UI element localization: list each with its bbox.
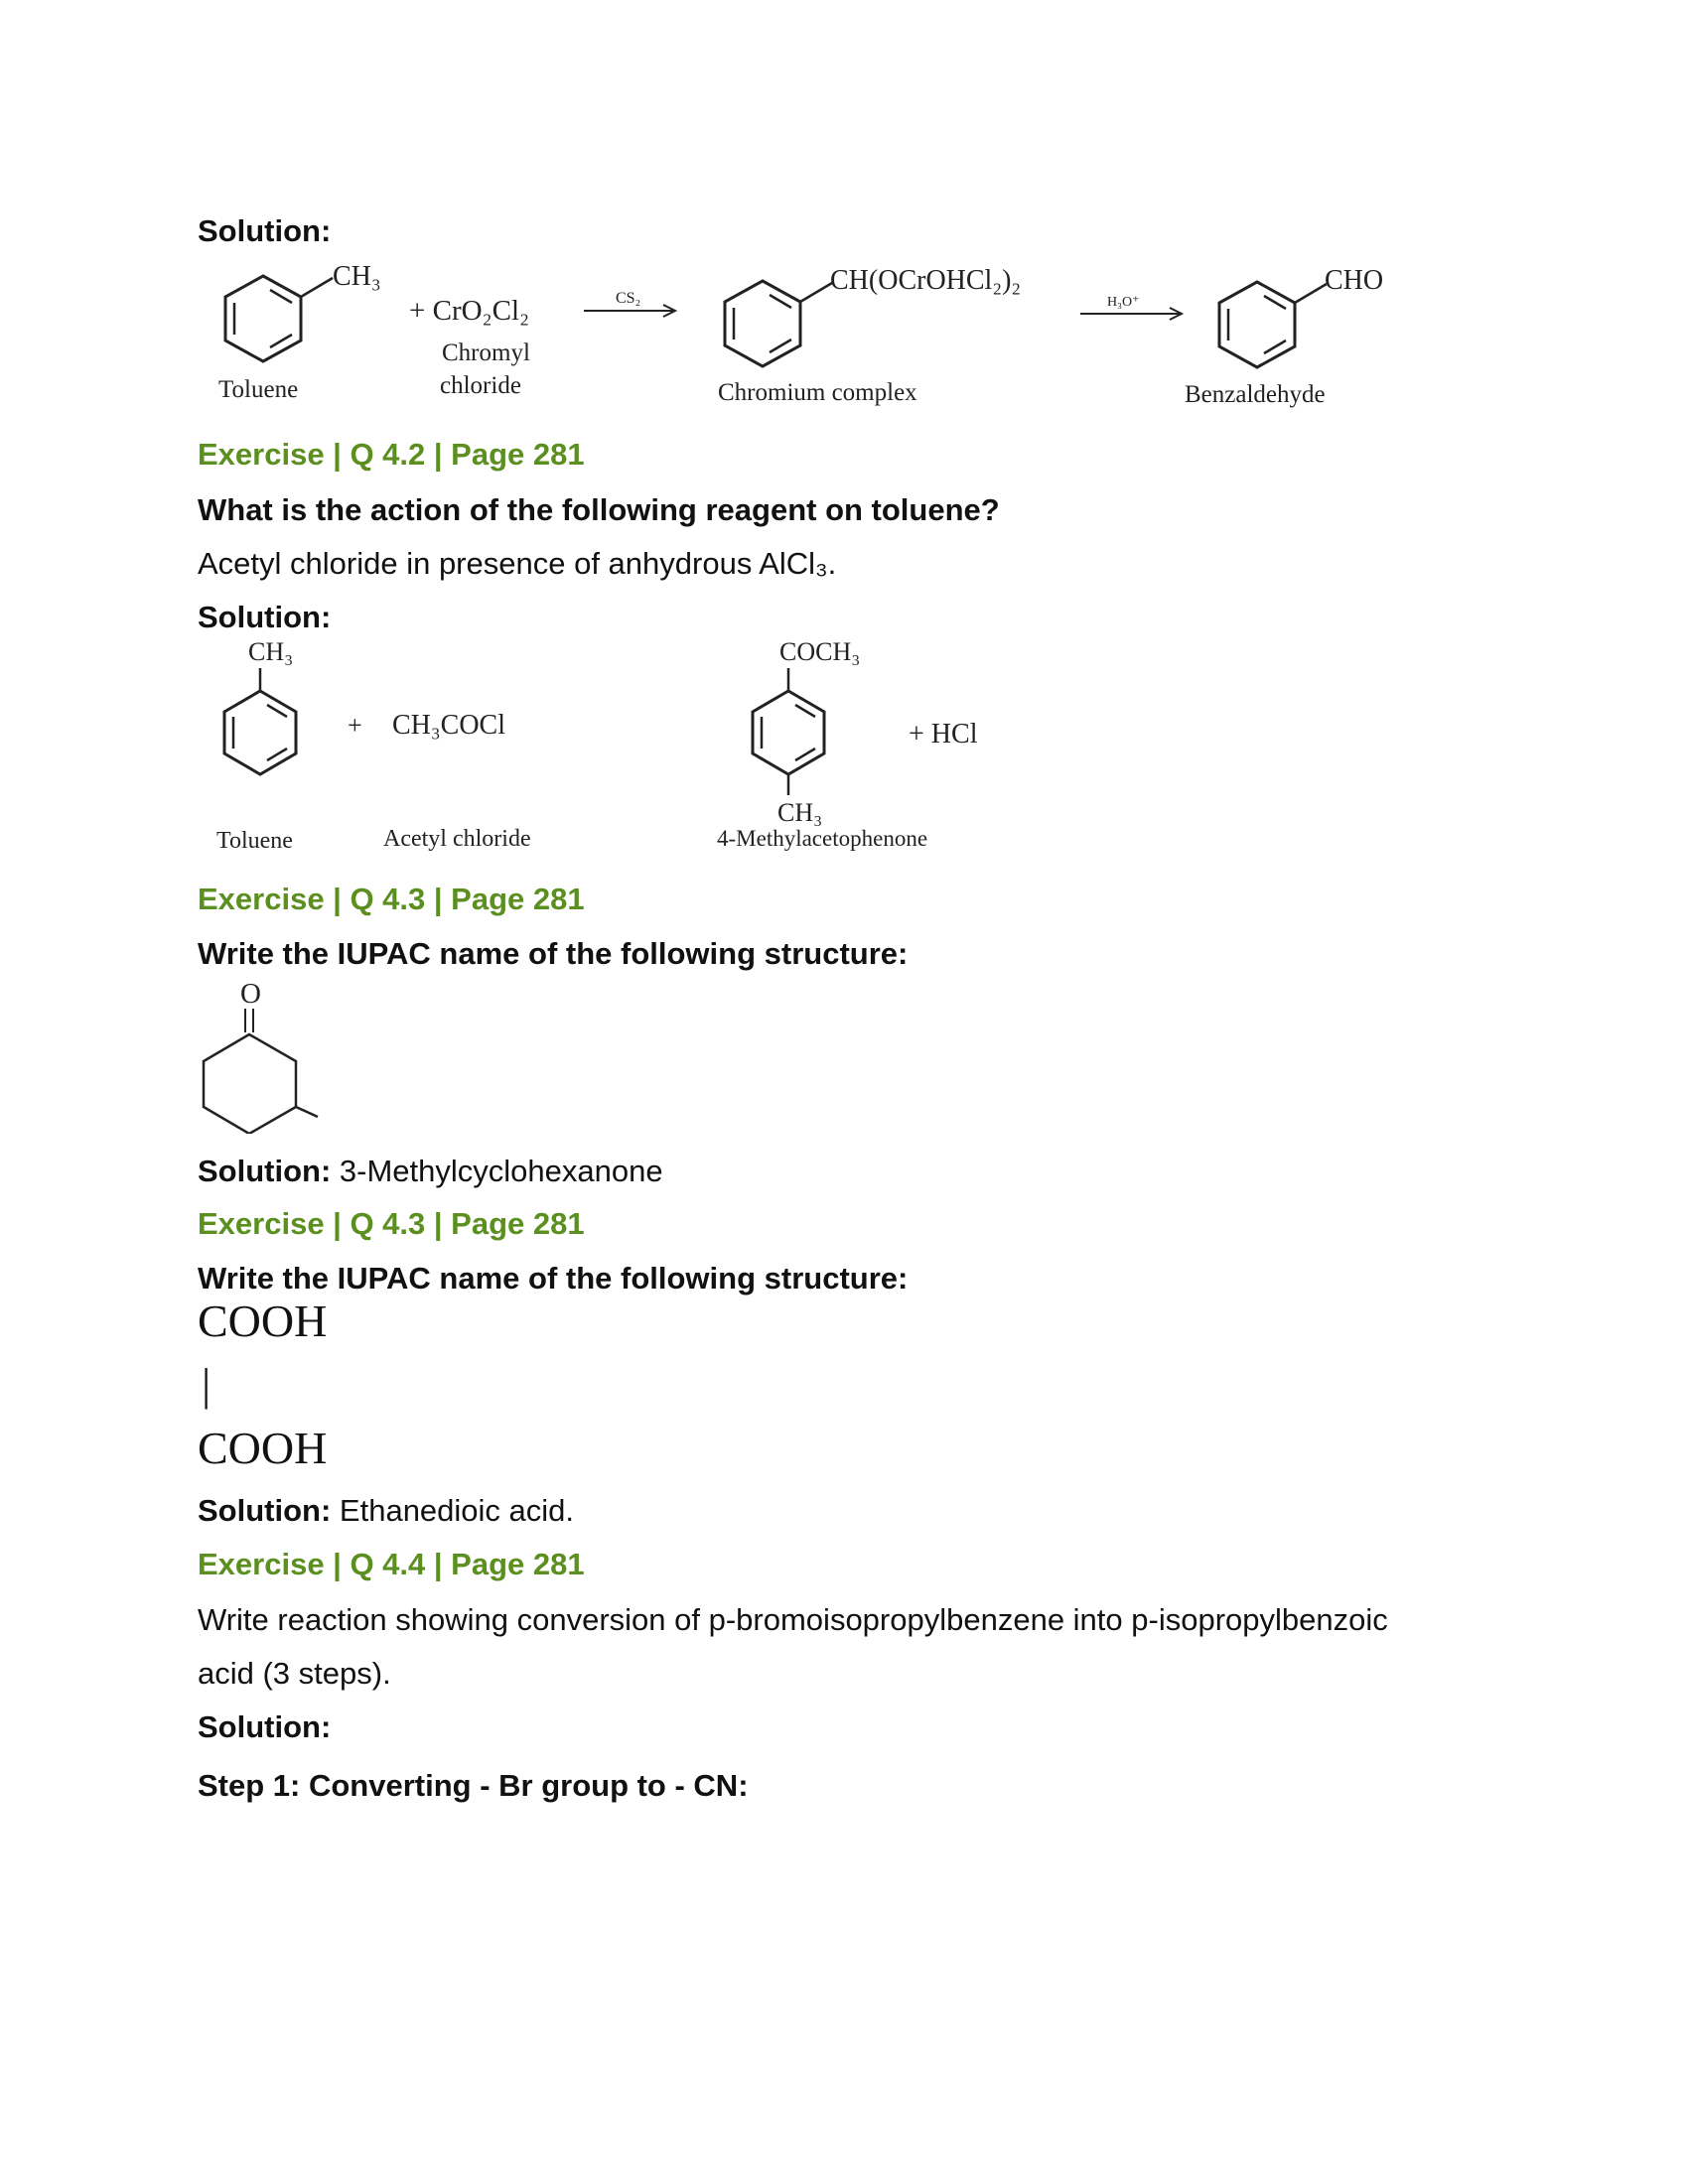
- toluene-label: Toluene: [218, 376, 299, 403]
- methylcyclohexanone-structure: [194, 975, 343, 1134]
- coch3-label: COCH₃: [779, 637, 861, 666]
- toluene-label: Toluene: [216, 828, 293, 854]
- solution-label: Solution:: [198, 213, 332, 248]
- hcl-label: + HCl: [909, 719, 978, 750]
- reagent-formula: CH₃COCl: [392, 710, 506, 741]
- exercise-heading-q42: Exercise | Q 4.2 | Page 281: [198, 437, 585, 472]
- toluene-ring: [225, 276, 333, 361]
- reagent-name-line1: Chromyl: [442, 340, 530, 366]
- question-q43b: Write the IUPAC name of the following structure:: [198, 1261, 909, 1296]
- benzaldehyde-ring: [1219, 282, 1327, 367]
- arrow1-label: CS₂: [616, 290, 641, 307]
- cooh-bottom: COOH: [198, 1423, 328, 1473]
- cooh-top: COOH: [198, 1296, 328, 1346]
- product-label: Benzaldehyde: [1185, 381, 1326, 408]
- complex-label: Chromium complex: [718, 379, 917, 406]
- solution-label: Solution:: [198, 1709, 332, 1744]
- question-q44-line2: acid (3 steps).: [198, 1656, 391, 1691]
- ch3-bottom-label: CH₃: [777, 798, 823, 827]
- complex-ring: [725, 281, 832, 366]
- solution-label: Solution:: [198, 1493, 332, 1528]
- solution-q43b: [198, 1491, 574, 1531]
- etard-reaction-diagram: [189, 248, 1440, 417]
- ch3-top-label: CH₃: [248, 637, 294, 666]
- question-q42: What is the action of the following reagent on toluene?: [198, 492, 1000, 527]
- step1-heading: Step 1: Converting - Br group to - CN:: [198, 1768, 749, 1803]
- solution-answer: Ethanedioic acid.: [339, 1493, 575, 1528]
- arrow2-label: H₃O⁺: [1107, 295, 1140, 310]
- toluene-ring: [224, 668, 296, 774]
- reagent-label: Acetyl chloride: [383, 826, 531, 852]
- oxygen-label: O: [240, 978, 261, 1010]
- plus-sign: +: [348, 711, 362, 740]
- exercise-heading-q44: Exercise | Q 4.4 | Page 281: [198, 1547, 585, 1581]
- complex-formula: CH(OCrOHCl₂)₂: [830, 265, 1022, 296]
- cyclohexanone-ring: [204, 1009, 318, 1134]
- reagent-formula: + CrO₂Cl₂: [409, 295, 530, 327]
- question-q44-line1: Write reaction showing conversion of p-bromoisopropylbenzene into p-isopropylbenzoic: [198, 1602, 1388, 1637]
- reagent-name-line2: chloride: [440, 372, 521, 399]
- question-text-q42: Acetyl chloride in presence of anhydrous AlCl₃.: [198, 546, 837, 581]
- solution-label: Solution:: [198, 600, 332, 634]
- cho-label: CHO: [1325, 265, 1384, 296]
- solution-label: Solution:: [198, 1154, 332, 1188]
- acylation-reaction-diagram: [199, 633, 1013, 862]
- product-label: 4-Methylacetophenone: [717, 826, 928, 851]
- exercise-heading-q43b: Exercise | Q 4.3 | Page 281: [198, 1206, 585, 1241]
- question-q43a: Write the IUPAC name of the following structure:: [198, 936, 909, 971]
- ch3-label: CH₃: [333, 261, 381, 292]
- solution-answer: 3-Methylcyclohexanone: [339, 1154, 663, 1188]
- product-ring: [753, 668, 824, 795]
- solution-q43a: [198, 1152, 663, 1191]
- single-bond: |: [202, 1359, 211, 1410]
- exercise-heading-q43a: Exercise | Q 4.3 | Page 281: [198, 882, 585, 916]
